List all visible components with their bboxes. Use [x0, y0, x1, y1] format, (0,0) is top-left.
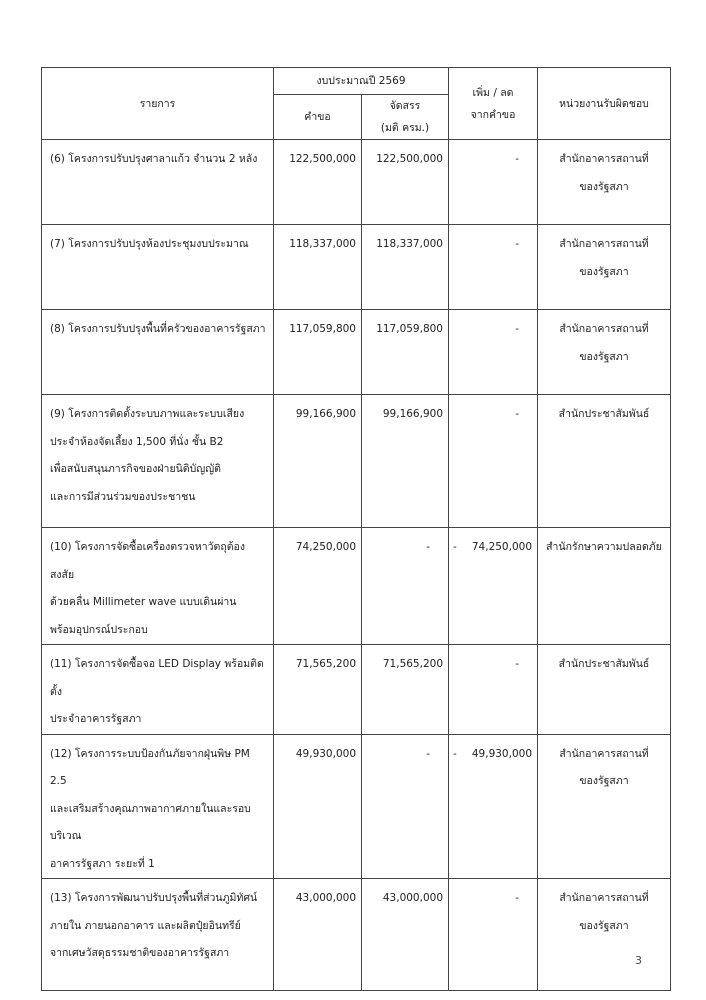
cell-change: -: [449, 879, 538, 991]
table-body: [42, 140, 671, 991]
item-line: ด้วยคลื่น Millimeter wave แบบเดินผ่าน: [50, 596, 237, 608]
cell-requested: 99,166,900: [274, 395, 362, 528]
cell-allocated: 117,059,800: [362, 310, 449, 395]
cell-allocated: 43,000,000: [362, 879, 449, 991]
agency-line: สำนักรักษาความปลอดภัย: [546, 541, 662, 553]
cell-agency: [538, 395, 671, 528]
cell-item: [42, 310, 274, 395]
cell-item: [42, 879, 274, 991]
table-row: [42, 310, 671, 395]
cell-requested: 118,337,000: [274, 225, 362, 310]
change-sign: -: [453, 541, 457, 553]
header-allocated-line2: (มติ ครม.): [380, 122, 430, 134]
cell-change: -: [449, 140, 538, 225]
agency-line: ของรัฐสภา: [579, 180, 629, 193]
agency-line: สำนักอาคารสถานที่: [559, 153, 649, 165]
item-line: ประจำอาคารรัฐสภา: [50, 713, 142, 725]
item-line: ประจำห้องจัดเลี้ยง 1,500 ที่นั่ง ชั้น B2: [50, 435, 224, 448]
item-line: (11) โครงการจัดซื้อจอ LED Display พร้อมติดตั้ง: [50, 658, 264, 698]
item-line: และการมีส่วนร่วมของประชาชน: [50, 490, 196, 503]
table-row: [42, 395, 671, 528]
agency-line: สำนักประชาสัมพันธ์: [558, 658, 650, 670]
item-line: และเสริมสร้างคุณภาพอากาศภายในและรอบบริเวณ: [50, 802, 251, 842]
cell-change: -: [449, 645, 538, 735]
table-row: [42, 140, 671, 225]
budget-table: [41, 67, 671, 991]
table-row: [42, 225, 671, 310]
header-change-line1: เพิ่ม / ลด: [472, 86, 514, 99]
header-change: [449, 68, 538, 140]
agency-line: สำนักประชาสัมพันธ์: [558, 408, 650, 420]
cell-item: [42, 395, 274, 528]
cell-agency: [538, 879, 671, 991]
item-line: พร้อมอุปกรณ์ประกอบ: [50, 623, 148, 636]
cell-change: [449, 734, 538, 879]
header-change-line2: จากคำขอ: [470, 108, 516, 121]
cell-change: [449, 528, 538, 645]
agency-line: ของรัฐสภา: [579, 775, 629, 787]
cell-allocated: 71,565,200: [362, 645, 449, 735]
change-amount: 74,250,000: [471, 541, 532, 553]
item-line: อาคารรัฐสภา ระยะที่ 1: [50, 857, 155, 870]
header-item: รายการ: [42, 68, 274, 140]
cell-item: [42, 645, 274, 735]
page-number: 3: [635, 954, 642, 967]
table-row: [42, 879, 671, 991]
cell-agency: [538, 225, 671, 310]
agency-line: ของรัฐสภา: [579, 350, 629, 363]
header-requested: คำขอ: [274, 95, 362, 140]
change-amount: 49,930,000: [471, 747, 532, 760]
cell-change: -: [449, 310, 538, 395]
item-line: (13) โครงการพัฒนาปรับปรุงพื้นที่ส่วนภูมิทัศน์: [50, 892, 258, 904]
cell-requested: 71,565,200: [274, 645, 362, 735]
agency-line: สำนักอาคารสถานที่: [559, 892, 649, 904]
item-line: (12) โครงการระบบป้องกันภัยจากฝุ่นพิษ PM 2.5: [50, 747, 250, 787]
table-row: [42, 528, 671, 645]
table-row: [42, 645, 671, 735]
item-line: จากเศษวัสดุธรรมชาติของอาคารรัฐสภา: [50, 947, 230, 959]
cell-requested: 74,250,000: [274, 528, 362, 645]
cell-change: -: [449, 225, 538, 310]
cell-agency: [538, 734, 671, 879]
change-sign: -: [453, 747, 457, 760]
cell-item: [42, 140, 274, 225]
cell-allocated: 99,166,900: [362, 395, 449, 528]
cell-item: [42, 734, 274, 879]
cell-requested: 122,500,000: [274, 140, 362, 225]
item-line: (8) โครงการปรับปรุงพื้นที่ครัวของอาคารรัฐสภา: [50, 323, 266, 335]
cell-requested: 49,930,000: [274, 734, 362, 879]
item-line: ภายใน ภายนอกอาคาร และผลิตปุ๋ยอินทรีย์: [50, 919, 241, 932]
header-agency: หน่วยงานรับผิดชอบ: [538, 68, 671, 140]
change-value: [453, 534, 532, 562]
table-row: [42, 734, 671, 879]
agency-line: สำนักอาคารสถานที่: [559, 323, 649, 335]
cell-agency: [538, 310, 671, 395]
cell-requested: 43,000,000: [274, 879, 362, 991]
cell-allocated: 118,337,000: [362, 225, 449, 310]
cell-item: [42, 225, 274, 310]
agency-line: ของรัฐสภา: [579, 919, 629, 932]
cell-change: -: [449, 395, 538, 528]
header-budget-group: งบประมาณปี 2569: [274, 68, 449, 95]
cell-allocated: -: [362, 734, 449, 879]
item-line: เพื่อสนับสนุนภารกิจของฝ่ายนิติบัญญัติ: [50, 463, 221, 475]
cell-agency: [538, 528, 671, 645]
cell-agency: [538, 645, 671, 735]
item-line: (7) โครงการปรับปรุงห้องประชุมงบประมาณ: [50, 238, 249, 250]
agency-line: สำนักอาคารสถานที่: [559, 747, 649, 760]
cell-allocated: 122,500,000: [362, 140, 449, 225]
item-line: (10) โครงการจัดซื้อเครื่องตรวจหาวัตถุต้องสงสัย: [50, 541, 245, 581]
cell-allocated: -: [362, 528, 449, 645]
change-value: [453, 741, 532, 769]
cell-requested: 117,059,800: [274, 310, 362, 395]
item-line: (9) โครงการติดตั้งระบบภาพและระบบเสียง: [50, 408, 245, 420]
cell-agency: [538, 140, 671, 225]
cell-item: [42, 528, 274, 645]
item-line: (6) โครงการปรับปรุงศาลาแก้ว จำนวน 2 หลัง: [50, 153, 258, 165]
agency-line: สำนักอาคารสถานที่: [559, 238, 649, 250]
header-allocated-line1: จัดสรร: [389, 100, 421, 112]
header-allocated: [362, 95, 449, 140]
agency-line: ของรัฐสภา: [579, 265, 629, 278]
